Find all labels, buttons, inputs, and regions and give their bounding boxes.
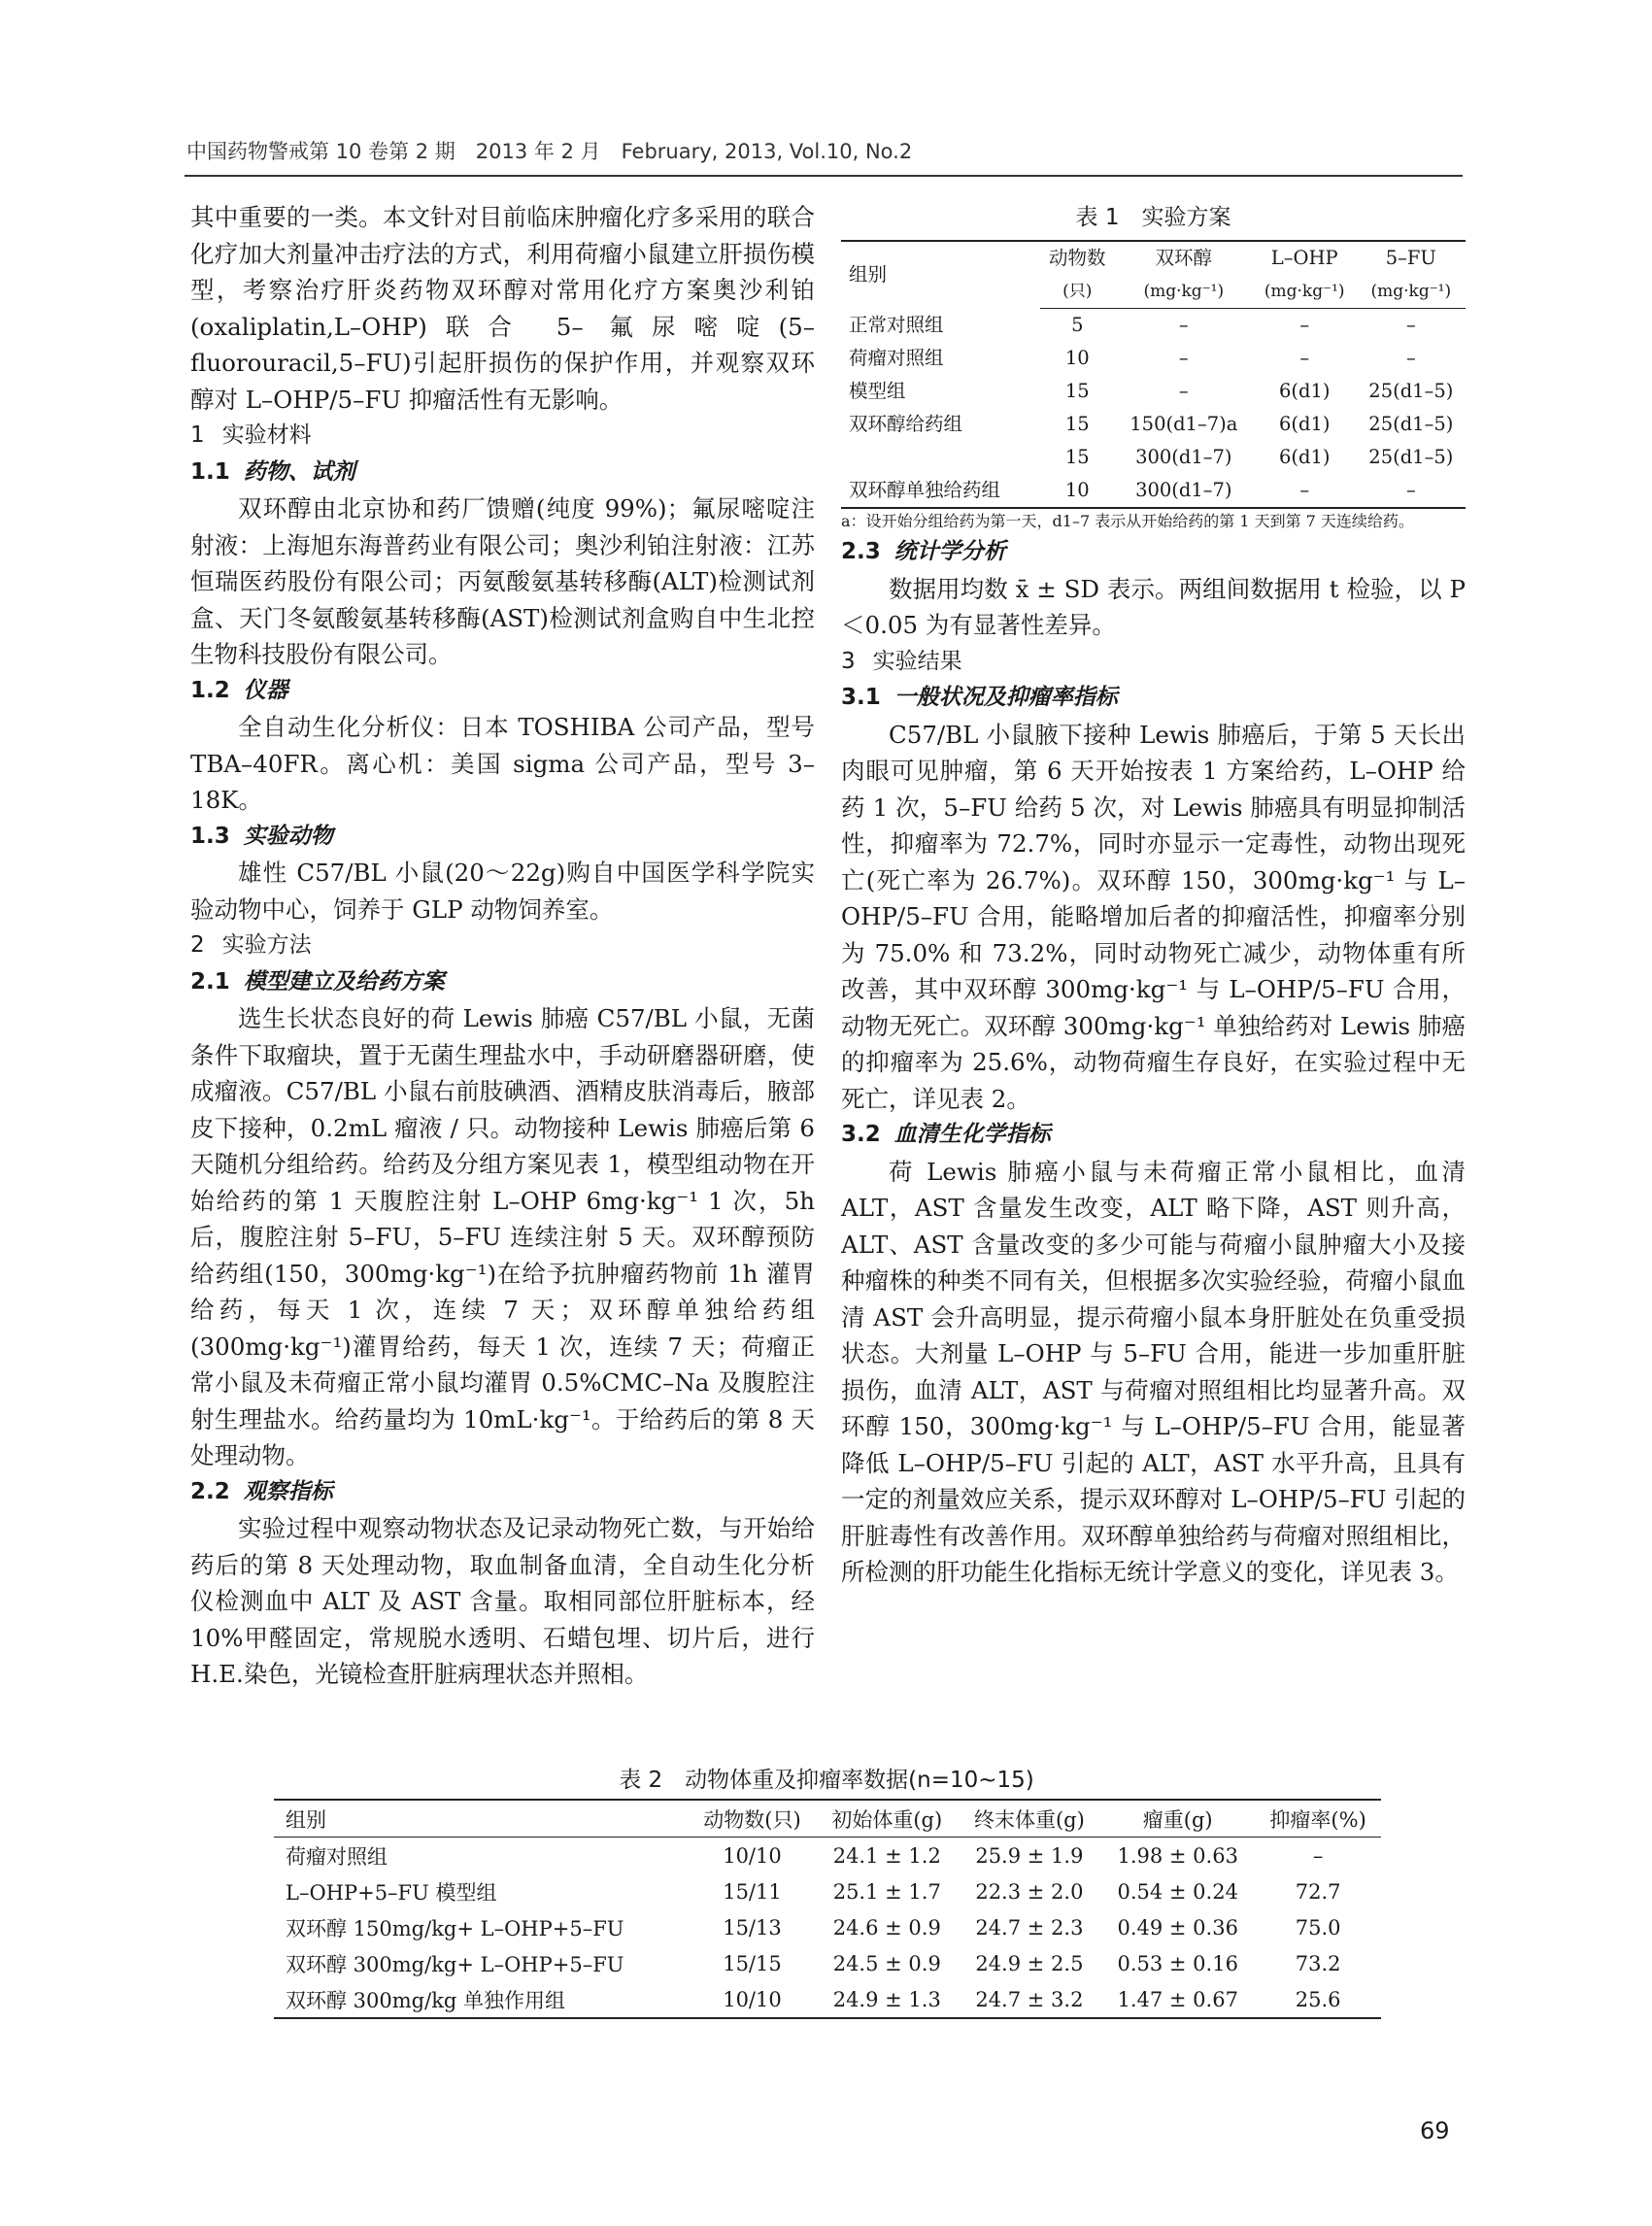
section-1-2-heading — [190, 673, 815, 710]
section-1-3-heading — [190, 819, 815, 856]
table-row — [841, 342, 1466, 375]
cell-l-ohp: – — [1299, 314, 1310, 336]
cell-group — [841, 441, 1040, 474]
cell-bicyclol: – — [1178, 347, 1189, 369]
table-1-title: 表 1 实验方案 — [1075, 205, 1231, 230]
cell-group: 双环醇给药组 — [849, 413, 963, 435]
section-1-1-heading — [190, 455, 815, 491]
section-title: 实验结果 — [872, 648, 962, 674]
cell-bicyclol: – — [1178, 380, 1189, 402]
section-2-2-heading — [190, 1474, 815, 1511]
section-2-3-heading — [841, 534, 1466, 571]
table-cell: 15/15 — [723, 1951, 782, 1975]
header-cell: 抑瘤率(%) — [1255, 1800, 1381, 1838]
table-cell: 24.7 ± 2.3 — [975, 1915, 1084, 1939]
header-cell: 动物数(只) — [689, 1800, 816, 1838]
paragraph-2-1: 选生长状态良好的荷 Lewis 肺癌 C57/BL 小鼠，无菌条件下取瘤块，置于无菌生理盐水中，手动研磨器研磨，使成瘤液。C57/BL 小鼠右前肢碘酒、酒精皮肤消毒后，腋部皮下接种，0.2mL 瘤液 / 只。动物接种 Lewis 肺癌后第 6 天随机分组给药。给药及分组方案见表 1，模型组动物在开始给药的第 1 天腹腔注射 L–OHP 6mg·kg⁻¹ 1 次，5h 后，腹腔注射 5–FU，5–FU 连续注射 5 天。双环醇预防给药组(150，300mg·kg⁻¹)在给予抗肿瘤药物前 1h 灌胃给药，每天 1 次，连续 7 天；双环醇单独给药组(300mg·kg⁻¹)灌胃给药，每天 1 次，连续 7 天；荷瘤正常小鼠及未荷瘤正常小鼠均灌胃 0.5%CMC–Na 及腹腔注射生理盐水。给药量均为 10mL·kg⁻¹。于给药后的第 8 天处理动物。 — [190, 1004, 815, 1469]
section-number: 2 — [190, 932, 205, 958]
cell-group: 模型组 — [849, 380, 906, 402]
table-cell: 24.5 ± 0.9 — [832, 1951, 941, 1975]
section-1-heading — [190, 418, 815, 455]
table-cell: 双环醇 300mg/kg 单独作用组 — [274, 1981, 689, 2018]
section-2-1-heading — [190, 964, 815, 1001]
table-row — [274, 1981, 1381, 2018]
table-cell: – — [1312, 1843, 1324, 1868]
header-unit: (mg·kg⁻¹) — [1357, 275, 1466, 309]
table-cell: 24.7 ± 3.2 — [959, 1981, 1101, 2018]
paragraph-3-1: C57/BL 小鼠腋下接种 Lewis 肺癌后，于第 5 天长出肉眼可见肿瘤，第 6 天开始按表 1 方案给药，L–OHP 给药 1 次，5–FU 给药 5 次，对 Lewis 肺癌具有明显抑制活性，抑瘤率为 72.7%，同时亦显示一定毒性，动物出现死亡(死亡率为 26.7%)。双环醇 150，300mg·kg⁻¹ 与 L–OHP/5–FU 合用，能略增加后者的抑瘤活性，抑瘤率分别为 75.0% 和 73.2%，同时动物死亡减少，动物体重有所改善，其中双环醇 300mg·kg⁻¹ 与 L–OHP/5–FU 合用，动物无死亡。双环醇 300mg·kg⁻¹ 单独给药对 Lewis 肺癌的抑瘤率为 25.6%，动物荷瘤生存良好，在实验过程中无死亡，详见表 2。 — [841, 720, 1466, 1113]
paragraph-2-2: 实验过程中观察动物状态及记录动物死亡数，与开始给药后的第 8 天处理动物，取血制备血清，全自动生化分析仪检测血中 ALT 及 AST 含量。取相同部位肝脏标本，经 10%甲醛固定，常规脱水透明、石蜡包埋、切片后，进行 H.E.染色，光镜检查肝脏病理状态并照相。 — [190, 1514, 815, 1688]
cell-count: 10 — [1064, 347, 1090, 369]
table-cell: 0.49 ± 0.36 — [1117, 1915, 1238, 1939]
cell-group: 正常对照组 — [849, 313, 944, 336]
table-cell: 25.1 ± 1.7 — [832, 1879, 941, 1904]
cell-5-fu: 25(d1–5) — [1368, 413, 1454, 435]
cell-group: 荷瘤对照组 — [849, 347, 944, 369]
cell-count: 15 — [1064, 446, 1090, 468]
table-row — [274, 1838, 1381, 1874]
cell-5-fu: – — [1405, 347, 1416, 369]
table-row — [841, 309, 1466, 343]
table-cell: 24.1 ± 1.2 — [832, 1843, 941, 1868]
section-number: 3 — [841, 648, 856, 674]
header-unit: (mg·kg⁻¹) — [1253, 275, 1357, 309]
section-number: 2.3 — [841, 539, 881, 564]
table-cell: 10/10 — [689, 1981, 816, 2018]
table-cell: 24.9 ± 1.3 — [816, 1981, 959, 2018]
table-cell: 双环醇 150mg/kg+ L–OHP+5–FU — [286, 1916, 624, 1940]
header-cell: 瘤重(g) — [1100, 1800, 1255, 1838]
table-cell: 24.9 ± 2.5 — [975, 1951, 1084, 1975]
section-2-heading — [190, 928, 815, 964]
table-cell: 24.6 ± 0.9 — [832, 1915, 941, 1939]
paragraph-2-3: 数据用均数 x̄ ± SD 表示。两组间数据用 t 检验，以 P＜0.05 为有显著性差异。 — [841, 574, 1466, 639]
cell-5-fu: 25(d1–5) — [1368, 446, 1454, 468]
cell-count: 15 — [1064, 413, 1090, 435]
running-header: 中国药物警戒第 10 卷第 2 期 2013 年 2 月 February, 2013, Vol.10, No.2 — [186, 140, 913, 163]
table-cell: L–OHP+5–FU 模型组 — [286, 1880, 497, 1905]
table-row — [841, 441, 1466, 474]
table-row — [274, 1945, 1381, 1981]
header-5-fu: 5–FU — [1357, 241, 1466, 275]
table-1-footnote: a：设开始分组给药为第一天，d1–7 表示从开始给药的第 1 天到第 7 天连续给药。 — [841, 512, 1414, 530]
section-number: 1.3 — [190, 823, 230, 849]
header-group: 组别 — [841, 241, 1040, 309]
paragraph-1-1: 双环醇由北京协和药厂馈赠(纯度 99%)；氟尿嘧啶注射液：上海旭东海普药业有限公司；奥沙利铂注射液：江苏恒瑞医药股份有限公司；丙氨酸氨基转移酶(ALT)检测试剂盒、天门冬氨酸氨基转移酶(AST)检测试剂盒购自中生北控生物科技股份有限公司。 — [190, 494, 815, 668]
table-row — [841, 375, 1466, 408]
cell-5-fu: – — [1405, 314, 1416, 336]
cell-bicyclol: 300(d1–7) — [1115, 474, 1253, 508]
cell-l-ohp: 6(d1) — [1278, 413, 1331, 435]
section-title: 模型建立及给药方案 — [243, 968, 445, 995]
header-cell: 组别 — [274, 1800, 689, 1838]
table-row — [274, 1873, 1381, 1909]
cell-bicyclol: – — [1178, 314, 1189, 336]
table-2-title: 表 2 动物体重及抑瘤率数据(n=10~15) — [619, 1768, 1034, 1793]
paragraph-3-2: 荷 Lewis 肺癌小鼠与未荷瘤正常小鼠相比，血清 ALT，AST 含量发生改变，ALT 略下降，AST 则升高，ALT、AST 含量改变的多少可能与荷瘤小鼠肿瘤大小及接种瘤株的种类不同有关，但根据多次实验经验，荷瘤小鼠血清 AST 会升高明显，提示荷瘤小鼠本身肝脏处在负重受损状态。大剂量 L–OHP 与 5–FU 合用，能进一步加重肝脏损伤，血清 ALT，AST 与荷瘤对照组相比均显著升高。双环醇 150，300mg·kg⁻¹ 与 L–OHP/5–FU 合用，能显著降低 L–OHP/5–FU 引起的 ALT，AST 水平升高，且具有一定的剂量效应关系，提示双环醇对 L–OHP/5–FU 引起的肝脏毒性有改善作用。双环醇单独给药与荷瘤对照组相比，所检测的肝功能生化指标无统计学意义的变化，详见表 3。 — [841, 1157, 1466, 1586]
page-number: 69 — [1420, 2117, 1450, 2144]
section-title: 实验材料 — [221, 422, 312, 448]
table-cell: 10/10 — [723, 1843, 782, 1868]
header-count-unit: (只) — [1040, 275, 1115, 309]
section-title: 血清生化学指标 — [893, 1122, 1051, 1147]
table-cell: 15/11 — [723, 1879, 782, 1904]
section-title: 统计学分析 — [893, 539, 1006, 564]
section-number: 1 — [190, 422, 205, 448]
table-cell: 0.54 ± 0.24 — [1117, 1879, 1238, 1904]
section-number: 1.1 — [190, 458, 230, 485]
section-number: 1.2 — [190, 677, 230, 703]
table-header-row — [274, 1800, 1381, 1838]
table-cell: 25.9 ± 1.9 — [975, 1843, 1084, 1868]
header-cell: 初始体重(g) — [816, 1800, 959, 1838]
cell-bicyclol: 150(d1–7)a — [1129, 413, 1238, 435]
header-unit: (mg·kg⁻¹) — [1115, 275, 1253, 309]
section-number: 3.1 — [841, 685, 881, 710]
paragraph-1-3: 雄性 C57/BL 小鼠(20～22g)购自中国医学科学院实验动物中心，饲养于 GLP 动物饲养室。 — [190, 859, 815, 924]
section-3-1-heading — [841, 680, 1466, 717]
paragraph-1-2: 全自动生化分析仪：日本 TOSHIBA 公司产品，型号 TBA–40FR。离心机：美国 sigma 公司产品，型号 3–18K。 — [190, 713, 815, 814]
table-cell: 75.0 — [1295, 1915, 1341, 1939]
cell-5-fu: – — [1357, 474, 1466, 508]
header-rule — [185, 175, 1463, 177]
section-number: 2.2 — [190, 1478, 230, 1504]
section-title: 实验方法 — [221, 932, 312, 958]
table-cell: 双环醇 300mg/kg+ L–OHP+5–FU — [286, 1952, 624, 1976]
cell-count: 5 — [1071, 314, 1084, 336]
table-cell: 73.2 — [1295, 1951, 1341, 1975]
cell-bicyclol: 300(d1–7) — [1135, 446, 1232, 468]
cell-5-fu: 25(d1–5) — [1368, 380, 1454, 402]
cell-group: 双环醇单独给药组 — [841, 474, 1040, 508]
header-l-ohp: L–OHP — [1253, 241, 1357, 275]
section-title: 药物、试剂 — [243, 458, 355, 485]
cell-l-ohp: – — [1253, 474, 1357, 508]
section-number: 2.1 — [190, 968, 230, 995]
paragraph-intro: 其中重要的一类。本文针对目前临床肿瘤化疗多采用的联合化疗加大剂量冲击疗法的方式，利用荷瘤小鼠建立肝损伤模型，考察治疗肝炎药物双环醇对常用化疗方案奥沙利铂(oxaliplatin,L–OHP)联合 5– 氟尿嘧啶(5–fluorouracil,5–FU)引起肝损伤的保护作用，并观察双环醇对 L–OHP/5–FU 抑瘤活性有无影响。 — [190, 203, 815, 414]
table-2 — [274, 1799, 1381, 2019]
left-column — [190, 199, 815, 1693]
section-title: 实验动物 — [243, 823, 333, 849]
header-cell: 终末体重(g) — [959, 1800, 1101, 1838]
cell-l-ohp: – — [1299, 347, 1310, 369]
table-row — [841, 408, 1466, 441]
table-row — [274, 1909, 1381, 1945]
table-cell: 15/13 — [723, 1915, 782, 1939]
section-title: 观察指标 — [243, 1478, 333, 1504]
section-title: 一般状况及抑瘤率指标 — [893, 685, 1118, 710]
section-3-2-heading — [841, 1117, 1466, 1154]
cell-count: 10 — [1040, 474, 1115, 508]
table-cell: 72.7 — [1295, 1879, 1341, 1904]
section-title: 仪器 — [243, 677, 288, 703]
table-cell: 0.53 ± 0.16 — [1117, 1951, 1238, 1975]
table-cell: 荷瘤对照组 — [286, 1844, 388, 1869]
header-count: 动物数 — [1040, 241, 1115, 275]
right-column — [841, 199, 1466, 1591]
header-bicyclol: 双环醇 — [1115, 241, 1253, 275]
table-row — [841, 474, 1466, 508]
table-cell: 1.98 ± 0.63 — [1117, 1843, 1238, 1868]
table-cell: 25.6 — [1255, 1981, 1381, 2018]
cell-count: 15 — [1064, 380, 1090, 402]
cell-l-ohp: 6(d1) — [1278, 380, 1331, 402]
section-number: 3.2 — [841, 1122, 881, 1147]
table-header-row — [841, 241, 1466, 275]
section-3-heading — [841, 644, 1466, 681]
table-cell: 22.3 ± 2.0 — [975, 1879, 1084, 1904]
table-cell: 1.47 ± 0.67 — [1100, 1981, 1255, 2018]
cell-l-ohp: 6(d1) — [1278, 446, 1331, 468]
table-1 — [841, 240, 1466, 509]
